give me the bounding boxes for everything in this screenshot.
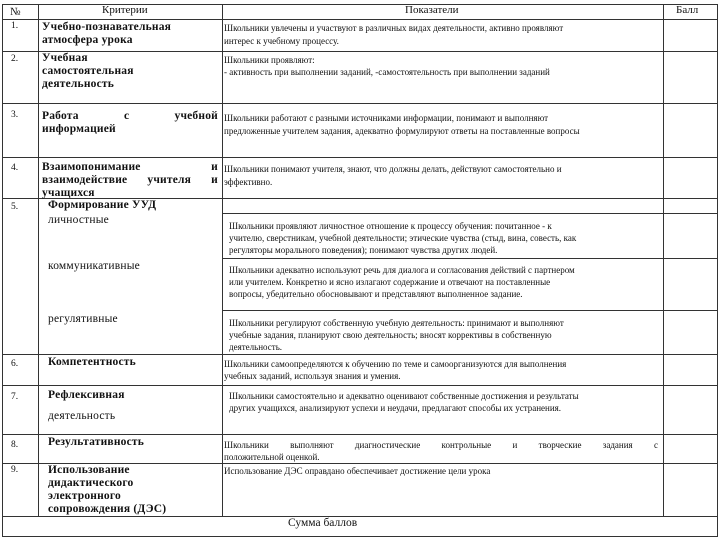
criterion-label: Компетентность — [48, 356, 136, 368]
table-border-right — [717, 4, 718, 537]
row-divider — [2, 51, 718, 52]
row-number: 5. — [11, 202, 19, 212]
indicator-text: учителю, сверстникам, учебной деятельности; этические чувства (стыд, вина, совесть, как — [229, 233, 577, 243]
indicator-text: Использование ДЭС оправдано обеспечивает достижение цели урока — [224, 466, 491, 476]
row-divider — [2, 103, 718, 104]
header-number: № — [10, 6, 21, 18]
indicator-text: Школьники работают с разными источниками информации, понимают и выполняют — [224, 113, 549, 123]
row-divider — [222, 310, 718, 311]
indicator-text: Школьники увлечены и участвуют в различных видах деятельности, активно проявляют — [224, 23, 564, 33]
indicator-text: Школьники выполняют диагностические контрольные и творческие задания с — [224, 440, 658, 450]
indicator-text: вопросы, убедительно обосновывают и представляют выполненное задание. — [229, 289, 523, 299]
table-border-bottom — [2, 536, 718, 537]
criterion-label: учащихся — [42, 187, 95, 199]
uud-criterion-label: личностные — [48, 214, 109, 226]
criterion-label: информацией — [42, 123, 116, 135]
indicator-text: или учителем. Конкретно и ясно излагают содержание и отвечают на поставленные — [229, 277, 551, 287]
header-score: Балл — [676, 4, 699, 16]
row-divider — [2, 19, 718, 20]
indicator-text: - активность при выполнении заданий, -самостоятельность при выполнении заданий — [224, 67, 550, 77]
criterion-label: Учебно-познавательная — [42, 21, 172, 33]
indicator-text: Школьники проявляют: — [224, 55, 315, 65]
row-number: 7. — [11, 392, 19, 402]
criterion-label: Использование — [48, 464, 130, 476]
criterion-label: Взаимопонимание и — [42, 161, 218, 173]
criterion-label: взаимодействие учителя и — [42, 174, 218, 186]
indicator-text: Школьники регулируют собственную учебную деятельность: принимают и выполняют — [229, 318, 564, 328]
indicator-text: эффективно. — [224, 177, 273, 187]
row-number: 2. — [11, 54, 19, 64]
criterion-label: деятельность — [48, 410, 116, 422]
row-divider — [222, 258, 718, 259]
row-divider — [2, 157, 718, 158]
indicator-text: учебные задания, планируют свою деятельность; вносят коррективы в собственную — [229, 330, 552, 340]
indicator-text: регуляторы морального поведения); понимают чувства других людей. — [229, 245, 498, 255]
indicator-text: положительной оценкой. — [224, 452, 320, 462]
row-number: 4. — [11, 163, 19, 173]
criterion-label: Учебная — [42, 52, 88, 64]
row-number: 1. — [11, 21, 19, 31]
row-number: 8. — [11, 440, 19, 450]
criterion-label: Результативность — [48, 436, 145, 448]
indicator-text: Школьники проявляют личностное отношение к процессу обучения: почитанное - к — [229, 221, 552, 231]
indicator-text: Школьники самостоятельно и адекватно оценивают собственные достижения и результаты — [229, 391, 579, 401]
uud-criterion-label: регулятивные — [48, 313, 118, 325]
row-divider — [222, 213, 718, 214]
row-number: 6. — [11, 359, 19, 369]
criterion-label: сопровождения (ДЭС) — [48, 503, 167, 515]
total-score-label: Сумма баллов — [288, 517, 358, 529]
criterion-label: Формирование УУД — [48, 199, 157, 211]
indicator-text: других учащихся, анализируют успехи и неудачи, предлагают способы их устранения. — [229, 403, 562, 413]
table-border-left — [2, 4, 3, 537]
criterion-label: Работа с учебной — [42, 110, 218, 122]
indicator-text: Школьники понимают учителя, знают, что должны делать, действуют самостоятельно и — [224, 164, 562, 174]
uud-criterion-label: коммуникативные — [48, 260, 140, 272]
indicator-text: интерес к учебному процессу. — [224, 36, 339, 46]
row-divider — [2, 354, 718, 355]
header-indicators: Показатели — [405, 4, 459, 16]
header-criteria: Критерии — [102, 4, 148, 16]
indicator-text: Школьники самоопределяются к обучению по теме и самоорганизуются для выполнения — [224, 359, 567, 369]
row-number: 3. — [11, 110, 19, 120]
criterion-label: самостоятельная — [42, 65, 134, 77]
row-divider — [2, 434, 718, 435]
criterion-label: атмосфера урока — [42, 34, 133, 46]
indicator-text: учебных заданий, используя знания и умения. — [224, 371, 401, 381]
criterion-label: деятельность — [42, 78, 115, 90]
column-divider — [38, 4, 39, 516]
criterion-label: Рефлексивная — [48, 389, 125, 401]
row-divider — [2, 385, 718, 386]
column-divider — [663, 4, 664, 516]
row-number: 9. — [11, 465, 19, 475]
criterion-label: электронного — [48, 490, 121, 502]
indicator-text: предложенные учителем задания, адекватно формулируют ответы на поставленные вопросы — [224, 126, 580, 136]
column-divider — [222, 4, 223, 516]
indicator-text: Школьники адекватно используют речь для диалога и согласования действий с партнером — [229, 265, 575, 275]
criterion-label: дидактического — [48, 477, 134, 489]
indicator-text: деятельность. — [229, 342, 283, 352]
